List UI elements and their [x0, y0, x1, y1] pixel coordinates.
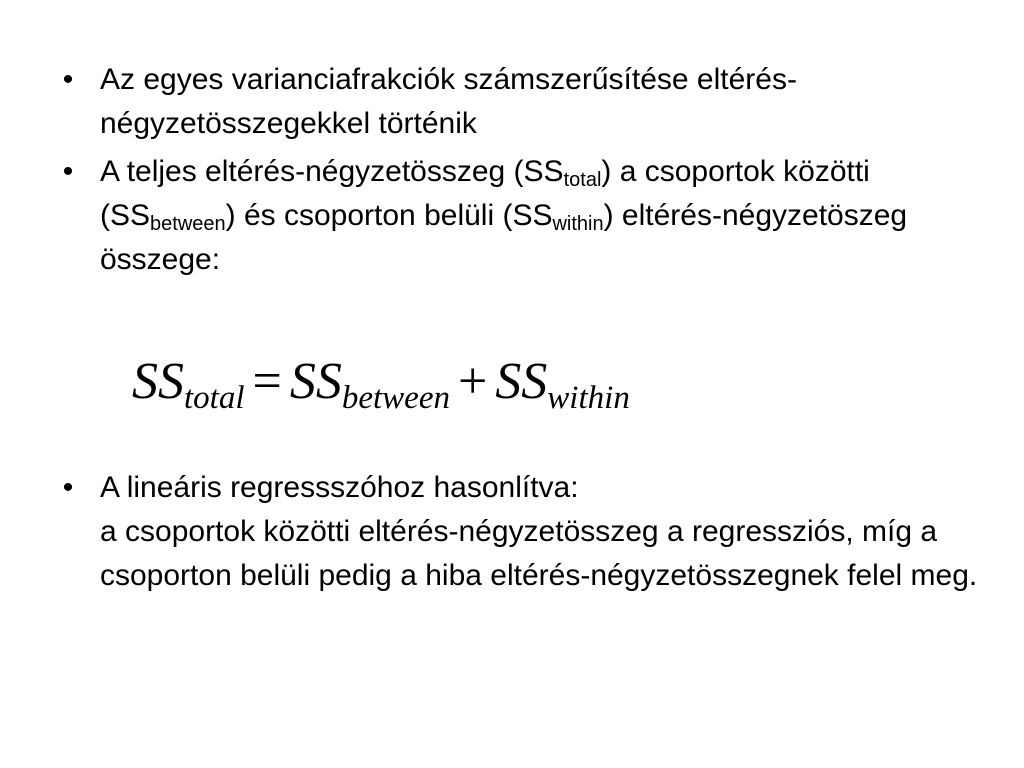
bullet-text: Az egyes varianciafrakciók számszerűsítése eltérés-négyzetösszegekkel történik: [100, 63, 797, 140]
bullet-item-linear-regression: [58, 466, 978, 598]
subscript-within: within: [552, 213, 604, 235]
bullet-list: [58, 58, 978, 592]
formula-plus: +: [457, 353, 488, 410]
bullet-icon: •: [62, 63, 74, 96]
ss-decomposition-formula: [132, 352, 630, 416]
bullet-icon: •: [62, 471, 74, 504]
formula-ss-between: SS: [289, 353, 342, 410]
subscript-total: total: [563, 169, 602, 191]
bullet-text-part: ) és csoporton belüli (SS: [225, 199, 553, 232]
formula-equals: =: [252, 353, 282, 410]
formula-sub-within: within: [547, 380, 630, 416]
bullet-text-part: ) eltérés-négyzetöszeg összege:: [100, 199, 908, 276]
formula-ss-total: SS: [132, 353, 184, 410]
formula-ss-within: SS: [495, 353, 548, 410]
formula-sub-between: between: [341, 380, 450, 416]
formula-sub-total: total: [184, 380, 245, 416]
bullet-text-line2: a csoportok közötti eltérés-négyzetösszeg a regressziós, míg a csoporton belüli pedig a hiba eltérés-négyzetösszegnek felel meg.: [100, 515, 978, 592]
bullet-item-variance-fractions: [58, 58, 978, 146]
bullet-text-part: ) a csoportok közötti (SS: [100, 155, 870, 232]
bullet-item-total-ss: [58, 150, 978, 282]
bullet-text-line1: A lineáris regressszóhoz hasonlítva:: [100, 471, 579, 504]
subscript-between: between: [150, 213, 226, 235]
bullet-text-part: A teljes eltérés-négyzetösszeg (SS: [100, 155, 564, 188]
bullet-icon: •: [62, 155, 74, 188]
